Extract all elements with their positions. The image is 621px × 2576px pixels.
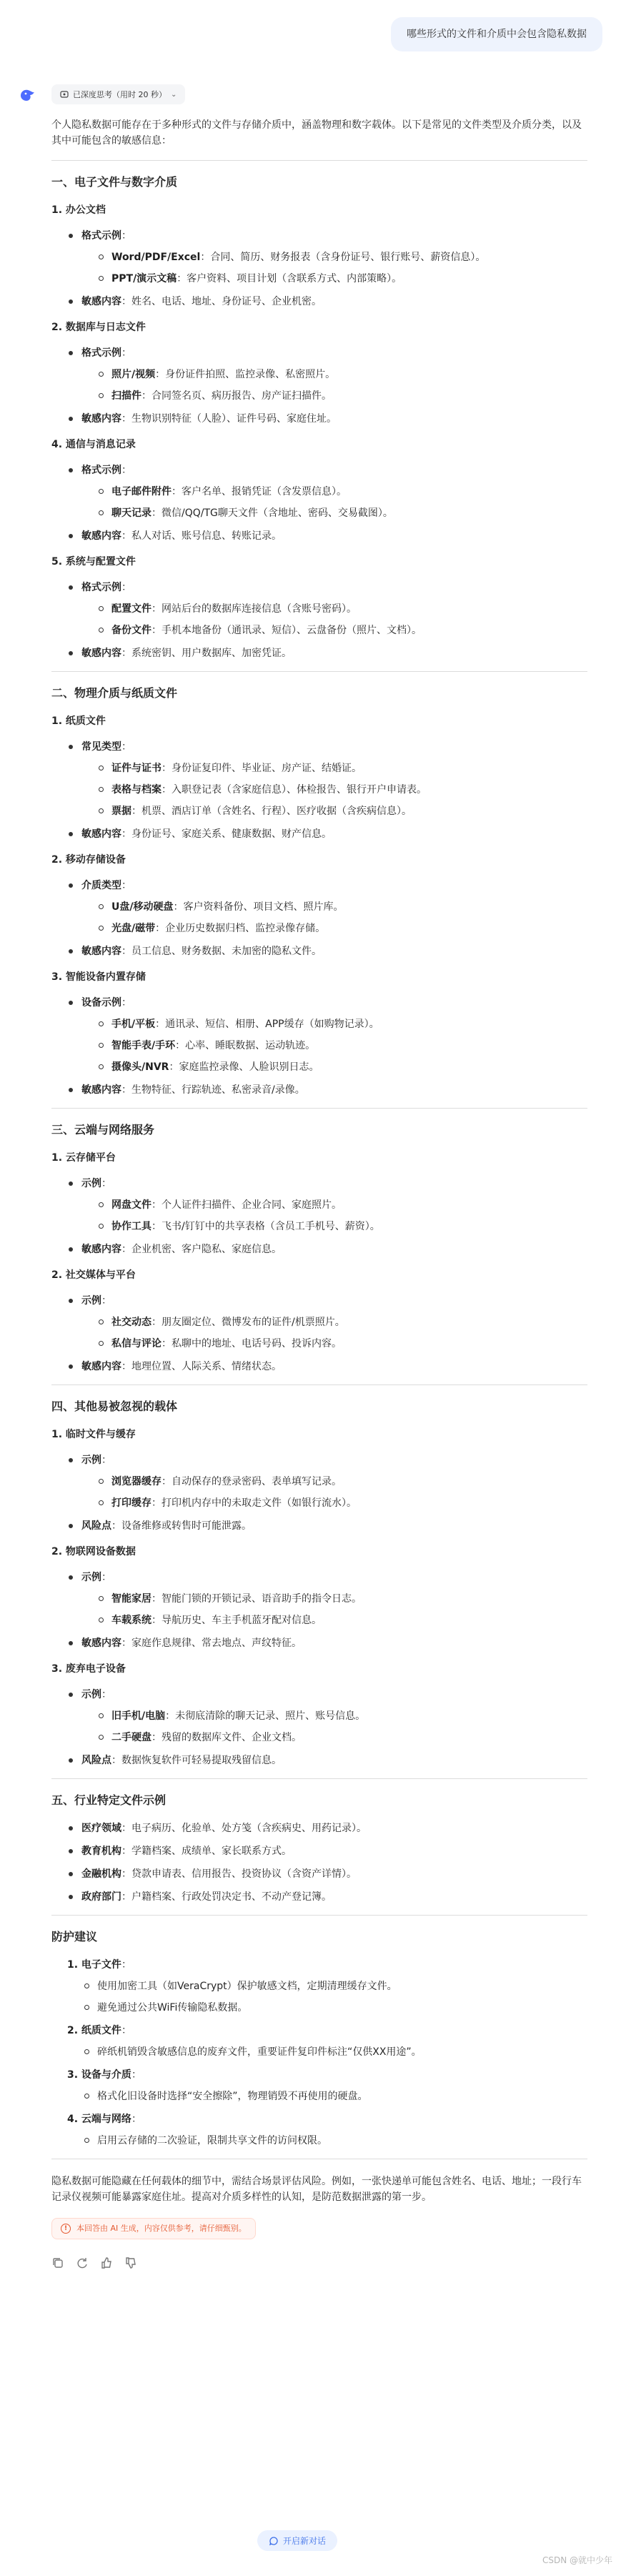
sub-list xyxy=(81,484,587,521)
item-label: 格式示例 xyxy=(81,230,121,242)
tips-section xyxy=(51,1928,587,2149)
bullet-list xyxy=(51,1820,587,1905)
item-label: 照片/视频 xyxy=(111,369,156,380)
item-text: ：数据恢复软件可轻易提取残留信息。 xyxy=(111,1755,282,1766)
item-text: ： xyxy=(121,997,131,1009)
item-label: 教育机构 xyxy=(81,1846,121,1857)
new-chat-icon xyxy=(269,2536,279,2546)
subsection-title: 4. 通信与消息记录 xyxy=(51,439,136,450)
item-label: 旧手机/电脑 xyxy=(111,1710,166,1722)
bullet-list xyxy=(51,878,587,959)
item-label: 车载系统 xyxy=(111,1615,151,1626)
bullet-list xyxy=(51,1687,587,1768)
tip-sub-item xyxy=(81,2089,587,2104)
section-title: 一、电子文件与数字介质 xyxy=(51,175,178,189)
tip-sub-text: 格式化旧设备时选择“安全擦除”，物理销毁不再使用的硬盘。 xyxy=(97,2091,368,2102)
answer-actions xyxy=(51,2257,587,2269)
item-text: ： xyxy=(121,230,131,242)
item-label: 敏感内容 xyxy=(81,1361,121,1372)
new-chat-button[interactable] xyxy=(257,2530,337,2551)
list-item xyxy=(67,1820,587,1836)
sub-list-item xyxy=(96,505,587,521)
item-label: 常见类型 xyxy=(81,741,121,753)
item-text: ：个人证件扫描件、企业合同、家庭照片。 xyxy=(151,1199,342,1211)
tip-item xyxy=(67,2023,587,2060)
item-text: ：身份证复印件、毕业证、房产证、结婚证。 xyxy=(162,763,362,774)
item-label: 备份文件 xyxy=(111,625,151,636)
sub-list xyxy=(81,1314,587,1352)
item-text: ：户籍档案、行政处罚决定书、不动产登记簿。 xyxy=(121,1891,332,1903)
sub-list xyxy=(81,1474,587,1511)
item-text: ：微信/QQ/TG聊天文件（含地址、密码、交易截图）。 xyxy=(151,507,393,519)
item-text: ：导航历史、车主手机蓝牙配对信息。 xyxy=(151,1615,322,1626)
item-label: 敏感内容 xyxy=(81,296,121,307)
item-label: 证件与证书 xyxy=(111,763,162,774)
list-item xyxy=(67,826,587,842)
outro-paragraph: 隐私数据可能隐藏在任何载体的细节中，需结合场景评估风险。例如，一张快递单可能包含姓名、电话、地址；一段行车记录仪视频可能暴露家庭住址。提高对介质多样性的认知，是防范数据泄露的第一步。 xyxy=(51,2176,582,2203)
sub-list xyxy=(81,249,587,287)
tip-text: ： xyxy=(131,2069,141,2081)
list-item xyxy=(67,1082,587,1098)
sub-list-item xyxy=(96,1038,587,1054)
item-text: ：客户资料、项目计划（含联系方式、内部策略）。 xyxy=(177,273,402,284)
item-text: ：打印机内存中的未取走文件（如银行流水）。 xyxy=(151,1497,357,1509)
tip-sub-text: 避免通过公共WiFi传输隐私数据。 xyxy=(97,2002,248,2013)
sub-list-item xyxy=(96,1016,587,1032)
item-text: ： xyxy=(121,465,131,476)
item-label: 医疗领域 xyxy=(81,1823,121,1834)
sub-list-item xyxy=(96,921,587,936)
bullet-list xyxy=(51,462,587,544)
item-text: ：客户资料备份、项目文档、照片库。 xyxy=(173,901,344,913)
ai-disclaimer xyxy=(51,2218,256,2239)
regenerate-icon[interactable] xyxy=(76,2257,89,2269)
warning-icon: ! xyxy=(61,2224,71,2234)
divider xyxy=(51,671,587,672)
item-label: 敏感内容 xyxy=(81,1084,121,1096)
item-label: 敏感内容 xyxy=(81,648,121,659)
list-item xyxy=(67,462,587,521)
list-item xyxy=(67,878,587,936)
item-text: ：合同签名页、病历报告、房产证扫描件。 xyxy=(141,390,332,402)
list-item xyxy=(67,1293,587,1352)
tip-sub-list xyxy=(67,2044,587,2060)
tip-item xyxy=(67,1957,587,2016)
list-item xyxy=(67,943,587,959)
item-label: 票据 xyxy=(111,806,131,817)
item-label: 示例 xyxy=(81,1572,101,1583)
item-text: ：合同、简历、财务报表（含身份证号、银行账号、薪资信息）。 xyxy=(200,252,486,263)
thinking-icon xyxy=(60,90,69,99)
item-label: 扫描件 xyxy=(111,390,141,402)
tip-label: 1. 电子文件 xyxy=(67,1959,121,1971)
tip-item xyxy=(67,2111,587,2149)
section xyxy=(51,685,587,1109)
item-text: ：生物特征、行踪轨迹、私密录音/录像。 xyxy=(121,1084,305,1096)
sub-list xyxy=(81,1197,587,1234)
item-label: 私信与评论 xyxy=(111,1338,162,1349)
item-label: 协作工具 xyxy=(111,1221,151,1232)
item-text: ：网站后台的数据库连接信息（含账号密码）。 xyxy=(151,603,357,615)
item-text: ： xyxy=(121,347,131,359)
item-text: ：未彻底清除的聊天记录、照片、账号信息。 xyxy=(165,1710,366,1722)
item-text: ：姓名、电话、地址、身份证号、企业机密。 xyxy=(121,296,322,307)
sub-list-item xyxy=(96,1219,587,1234)
sub-list-item xyxy=(96,1197,587,1213)
tip-sub-text: 使用加密工具（如VeraCrypt）保护敏感文档，定期清理缓存文件。 xyxy=(97,1981,397,1992)
item-label: 网盘文件 xyxy=(111,1199,151,1211)
subsection-title: 2. 数据库与日志文件 xyxy=(51,322,146,333)
section xyxy=(51,1398,587,1779)
item-text: ：心率、睡眠数据、运动轨迹。 xyxy=(175,1040,316,1051)
bullet-list xyxy=(51,1452,587,1534)
section-title: 三、云端与网络服务 xyxy=(51,1123,155,1136)
tip-sub-list xyxy=(67,2089,587,2104)
sub-list-item xyxy=(96,1314,587,1330)
sub-list-item xyxy=(96,1495,587,1511)
item-text: ：私聊中的地址、电话号码、投诉内容。 xyxy=(162,1338,342,1349)
tip-label: 2. 纸质文件 xyxy=(67,2025,121,2036)
list-item xyxy=(67,1176,587,1234)
tip-sub-item xyxy=(81,2044,587,2060)
sub-list-item xyxy=(96,761,587,776)
bullet-list xyxy=(51,1293,587,1374)
item-text: ：系统密钥、用户数据库、加密凭证。 xyxy=(121,648,292,659)
tips-title: 防护建议 xyxy=(51,1930,98,1943)
item-text: ：入职登记表（含家庭信息）、体检报告、银行开户申请表。 xyxy=(162,784,427,796)
item-label: 配置文件 xyxy=(111,603,151,615)
bullet-list xyxy=(51,580,587,661)
assistant-logo-icon xyxy=(19,86,37,104)
item-label: 手机/平板 xyxy=(111,1019,156,1030)
item-label: 社交动态 xyxy=(111,1317,151,1328)
sub-list-item xyxy=(96,601,587,617)
item-label: 智能家居 xyxy=(111,1593,151,1605)
item-label: 格式示例 xyxy=(81,582,121,593)
section-title: 四、其他易被忽视的载体 xyxy=(51,1400,178,1413)
tip-label: 3. 设备与介质 xyxy=(67,2069,131,2081)
sub-list xyxy=(81,1591,587,1628)
sub-list xyxy=(81,761,587,819)
user-message-bubble: 哪些形式的文件和介质中会包含隐私数据 xyxy=(391,17,602,51)
intro-paragraph: 个人隐私数据可能存在于多种形式的文件与存储介质中，涵盖物理和数字载体。以下是常见的文件类型及介质分类，以及其中可能包含的敏感信息： xyxy=(51,119,582,147)
item-label: 政府部门 xyxy=(81,1891,121,1903)
item-text: ：私人对话、账号信息、转账记录。 xyxy=(121,530,282,542)
item-label: 格式示例 xyxy=(81,347,121,359)
sub-list-item xyxy=(96,623,587,638)
tips-list xyxy=(51,1957,587,2149)
sub-list-item xyxy=(96,1059,587,1075)
copy-icon[interactable] xyxy=(51,2257,64,2269)
bullet-list xyxy=(51,739,587,842)
sub-list-item xyxy=(96,367,587,382)
list-item xyxy=(67,1570,587,1628)
item-text: ：学籍档案、成绩单、家长联系方式。 xyxy=(121,1846,292,1857)
item-text: ：贷款申请表、信用报告、投资协议（含资产详情）。 xyxy=(121,1868,357,1880)
thinking-label: 已深度思考（用时 20 秒） xyxy=(73,90,167,99)
item-text: ： xyxy=(121,741,131,753)
item-text: ：家庭监控录像、人脸识别日志。 xyxy=(169,1061,319,1073)
item-label: 聊天记录 xyxy=(111,507,151,519)
list-item xyxy=(67,1518,587,1534)
bullet-list xyxy=(51,995,587,1098)
item-text: ：飞书/钉钉中的共享表格（含员工手机号、薪资）。 xyxy=(151,1221,380,1232)
item-text: ：朋友圈定位、微博发布的证件/机票照片。 xyxy=(151,1317,345,1328)
sub-list xyxy=(81,1016,587,1075)
item-text: ： xyxy=(121,880,131,891)
list-item xyxy=(67,995,587,1075)
subsection-title: 3. 智能设备内置存储 xyxy=(51,971,146,983)
item-label: 示例 xyxy=(81,1689,101,1700)
list-item xyxy=(67,1753,587,1768)
subsection-title: 2. 物联网设备数据 xyxy=(51,1546,136,1557)
sub-list-item xyxy=(96,899,587,915)
subsection-title: 2. 移动存储设备 xyxy=(51,854,126,866)
item-label: 格式示例 xyxy=(81,465,121,476)
sub-list-item xyxy=(96,484,587,500)
list-item xyxy=(67,294,587,309)
item-text: ：智能门锁的开锁记录、语音助手的指令日志。 xyxy=(151,1593,362,1605)
subsection-title: 1. 纸质文件 xyxy=(51,715,106,727)
item-text: ：企业机密、客户隐私、家庭信息。 xyxy=(121,1244,282,1255)
sub-list-item xyxy=(96,1336,587,1352)
item-label: 示例 xyxy=(81,1295,101,1307)
item-label: Word/PDF/Excel xyxy=(111,252,201,263)
tip-label: 4. 云端与网络 xyxy=(67,2114,131,2125)
item-label: PPT/演示文稿 xyxy=(111,273,177,284)
list-item xyxy=(67,580,587,638)
sub-list-item xyxy=(96,1613,587,1628)
tip-text: ： xyxy=(121,2025,131,2036)
subsection-title: 2. 社交媒体与平台 xyxy=(51,1269,136,1281)
sub-list xyxy=(81,899,587,936)
subsection-title: 1. 临时文件与缓存 xyxy=(51,1429,136,1440)
tip-sub-list xyxy=(67,1978,587,2016)
item-label: 设备示例 xyxy=(81,997,121,1009)
sub-list-item xyxy=(96,1708,587,1724)
sub-list-item xyxy=(96,1730,587,1745)
item-text: ： xyxy=(101,1689,111,1700)
tip-sub-text: 启用云存储的二次验证，限制共享文件的访问权限。 xyxy=(97,2135,327,2146)
item-label: 打印缓存 xyxy=(111,1497,151,1509)
list-item xyxy=(67,1635,587,1651)
item-label: 示例 xyxy=(81,1455,101,1466)
watermark: CSDN @就中少年 xyxy=(542,2555,612,2565)
item-label: 敏感内容 xyxy=(81,1244,121,1255)
sub-list xyxy=(81,1708,587,1745)
thumbs-up-icon[interactable] xyxy=(100,2257,113,2269)
sub-list-item xyxy=(96,388,587,404)
item-label: 摄像头/NVR xyxy=(111,1061,169,1073)
item-label: 介质类型 xyxy=(81,880,121,891)
item-label: 电子邮件附件 xyxy=(111,486,172,497)
item-text: ：机票、酒店订单（含姓名、行程）、医疗收据（含疾病信息）。 xyxy=(131,806,412,817)
bullet-list xyxy=(51,345,587,427)
list-item xyxy=(67,528,587,544)
divider xyxy=(51,1915,587,1916)
item-text: ：员工信息、财务数据、未加密的隐私文件。 xyxy=(121,946,322,957)
item-text: ： xyxy=(101,1178,111,1189)
section xyxy=(51,174,587,672)
bullet-list xyxy=(51,228,587,309)
item-label: 智能手表/手环 xyxy=(111,1040,176,1051)
tip-sub-item xyxy=(81,2000,587,2016)
list-item xyxy=(67,1452,587,1511)
list-item xyxy=(67,1866,587,1882)
item-text: ：手机本地备份（通讯录、短信）、云盘备份（照片、文档）。 xyxy=(151,625,422,636)
tip-sub-item xyxy=(81,1978,587,1994)
subsection-title: 3. 废弃电子设备 xyxy=(51,1663,126,1675)
sub-list-item xyxy=(96,1474,587,1490)
chevron-down-icon: ⌄ xyxy=(171,90,177,99)
item-label: 敏感内容 xyxy=(81,946,121,957)
tip-sub-text: 碎纸机销毁含敏感信息的废弃文件，重要证件复印件标注“仅供XX用途”。 xyxy=(97,2046,422,2058)
item-text: ： xyxy=(101,1455,111,1466)
item-text: ： xyxy=(101,1295,111,1307)
item-label: 表格与档案 xyxy=(111,784,162,796)
item-text: ：身份证件拍照、监控录像、私密照片。 xyxy=(155,369,336,380)
bullet-list xyxy=(51,1176,587,1257)
list-item xyxy=(67,1242,587,1257)
item-label: 示例 xyxy=(81,1178,101,1189)
tip-text: ： xyxy=(131,2114,141,2125)
section xyxy=(51,1792,587,1916)
item-label: 风险点 xyxy=(81,1755,111,1766)
bullet-list xyxy=(51,1570,587,1651)
disclaimer-text: 本回答由 AI 生成，内容仅供参考，请仔细甄别。 xyxy=(76,2224,247,2233)
sub-list-item xyxy=(96,249,587,265)
item-label: 二手硬盘 xyxy=(111,1732,151,1743)
item-label: 敏感内容 xyxy=(81,828,121,840)
item-text: ：设备维修或转售时可能泄露。 xyxy=(111,1520,252,1532)
tip-sub-list xyxy=(67,2133,587,2149)
answer-sections xyxy=(51,174,587,1916)
tip-item xyxy=(67,2067,587,2104)
tip-text: ： xyxy=(121,1959,131,1971)
item-label: 浏览器缓存 xyxy=(111,1476,162,1487)
item-label: 风险点 xyxy=(81,1520,111,1532)
divider xyxy=(51,1384,587,1385)
tip-sub-item xyxy=(81,2133,587,2149)
sub-list-item xyxy=(96,782,587,798)
subsection-title: 5. 系统与配置文件 xyxy=(51,556,136,568)
item-label: 敏感内容 xyxy=(81,1638,121,1649)
list-item xyxy=(67,1843,587,1859)
item-text: ：通讯录、短信、相册、APP缓存（如购物记录）。 xyxy=(155,1019,379,1030)
subsection-title: 1. 办公文档 xyxy=(51,204,106,216)
item-label: U盘/移动硬盘 xyxy=(111,901,174,913)
item-label: 敏感内容 xyxy=(81,413,121,425)
list-item xyxy=(67,1359,587,1374)
divider xyxy=(51,1108,587,1109)
list-item xyxy=(67,411,587,427)
item-text: ：地理位置、人际关系、情绪状态。 xyxy=(121,1361,282,1372)
item-text: ： xyxy=(121,582,131,593)
new-chat-label: 开启新对话 xyxy=(283,2536,327,2546)
list-item xyxy=(67,645,587,661)
item-text: ：残留的数据库文件、企业文档。 xyxy=(151,1732,302,1743)
item-text: ：家庭作息规律、常去地点、声纹特征。 xyxy=(121,1638,302,1649)
sub-list-item xyxy=(96,803,587,819)
sub-list xyxy=(81,601,587,638)
divider xyxy=(51,160,587,161)
thinking-toggle[interactable] xyxy=(51,84,185,104)
section xyxy=(51,1121,587,1385)
item-label: 敏感内容 xyxy=(81,530,121,542)
item-text: ：电子病历、化验单、处方笺（含疾病史、用药记录）。 xyxy=(121,1823,367,1834)
item-text: ：自动保存的登录密码、表单填写记录。 xyxy=(162,1476,342,1487)
section-title: 二、物理介质与纸质文件 xyxy=(51,686,178,700)
list-item xyxy=(67,1889,587,1905)
list-item xyxy=(67,1687,587,1745)
assistant-answer xyxy=(51,117,587,2269)
list-item xyxy=(67,345,587,404)
divider xyxy=(51,1778,587,1779)
section-title: 五、行业特定文件示例 xyxy=(51,1793,167,1807)
list-item xyxy=(67,739,587,819)
item-text: ： xyxy=(101,1572,111,1583)
sub-list-item xyxy=(96,271,587,287)
subsection-title: 1. 云存储平台 xyxy=(51,1152,116,1164)
sub-list-item xyxy=(96,1591,587,1607)
item-text: ：企业历史数据归档、监控录像存储。 xyxy=(155,923,326,934)
list-item xyxy=(67,228,587,287)
item-label: 金融机构 xyxy=(81,1868,121,1880)
thumbs-down-icon[interactable] xyxy=(124,2257,137,2269)
item-text: ：身份证号、家庭关系、健康数据、财产信息。 xyxy=(121,828,332,840)
item-text: ：生物识别特征（人脸）、证件号码、家庭住址。 xyxy=(121,413,337,425)
item-label: 光盘/磁带 xyxy=(111,923,156,934)
sub-list xyxy=(81,367,587,404)
item-text: ：客户名单、报销凭证（含发票信息）。 xyxy=(172,486,347,497)
